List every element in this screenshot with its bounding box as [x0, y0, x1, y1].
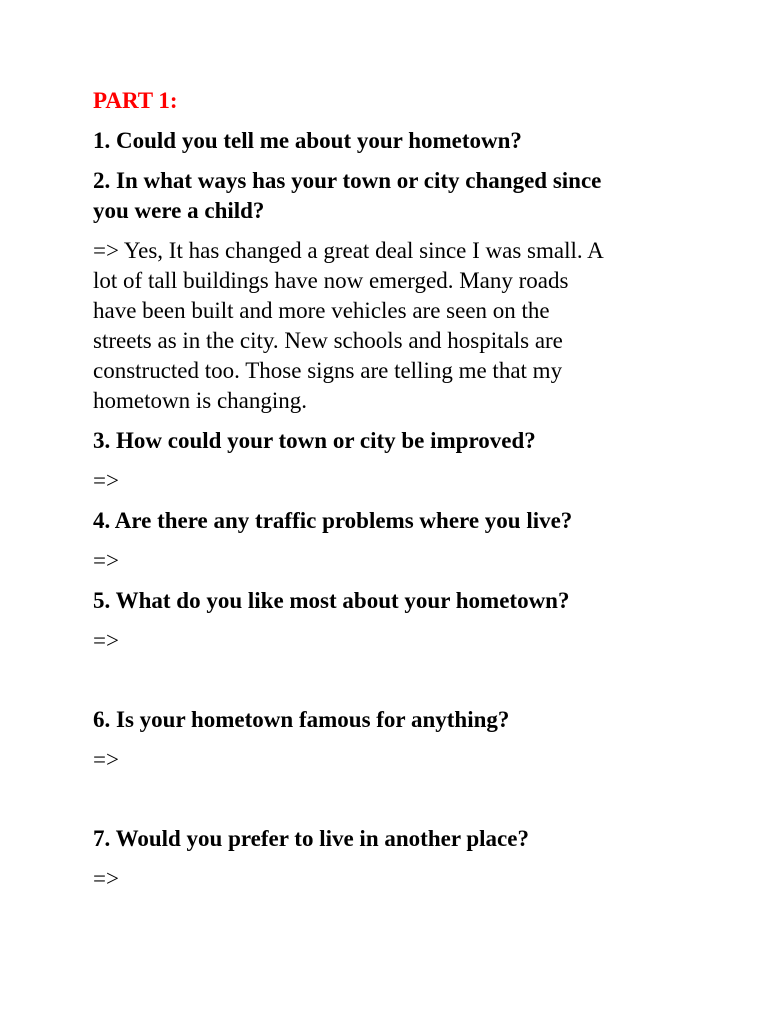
question-3: 3. How could your town or city be improved? — [93, 428, 536, 453]
answer-4: => — [93, 548, 119, 573]
answer-5: => — [93, 628, 119, 653]
answer-2-line-6: hometown is changing. — [93, 388, 307, 413]
question-1: 1. Could you tell me about your hometown? — [93, 128, 522, 153]
question-6: 6. Is your hometown famous for anything? — [93, 707, 510, 732]
document-page — [93, 86, 693, 894]
answer-7: => — [93, 866, 119, 891]
question-4: 4. Are there any traffic problems where you live? — [93, 508, 573, 533]
answer-3: => — [93, 468, 119, 493]
answer-2-line-4: streets as in the city. New schools and hospitals are — [93, 328, 563, 353]
answer-2-line-3: have been built and more vehicles are seen on the — [93, 298, 550, 323]
question-2-line-2: you were a child? — [93, 198, 265, 223]
answer-2-line-5: constructed too. Those signs are telling me that my — [93, 358, 563, 383]
question-7: 7. Would you prefer to live in another place? — [93, 826, 529, 851]
answer-6: => — [93, 747, 119, 772]
question-5: 5. What do you like most about your hometown? — [93, 588, 570, 613]
question-2-line-1: 2. In what ways has your town or city changed since — [93, 168, 602, 193]
answer-2-line-1: => Yes, It has changed a great deal since I was small. A — [93, 238, 604, 263]
answer-2-line-2: lot of tall buildings have now emerged. Many roads — [93, 268, 569, 293]
part-heading: PART 1: — [93, 88, 178, 113]
